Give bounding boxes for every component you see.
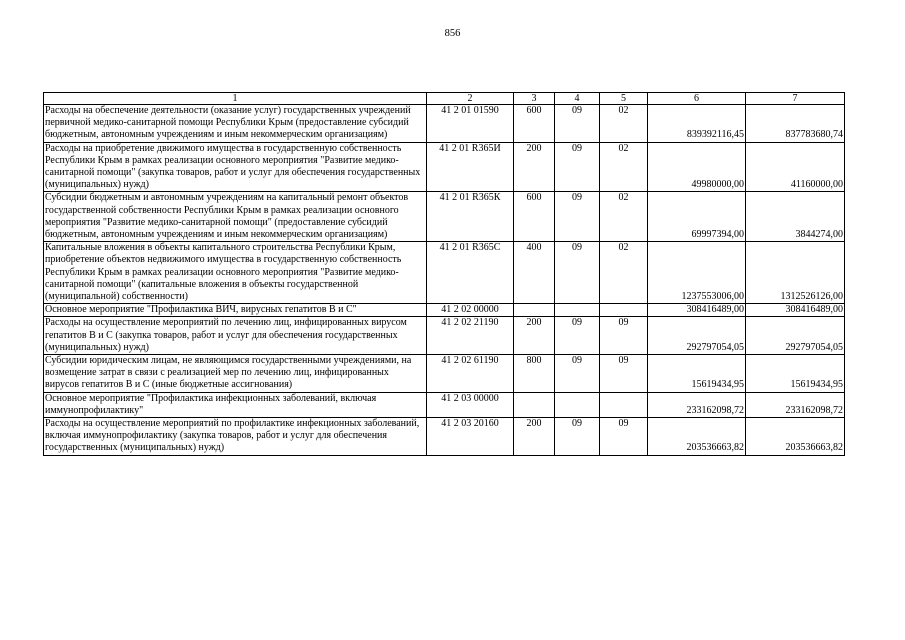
row-description: Расходы на осуществление мероприятий по профилактике инфекционных заболеваний, включая иммунопрофилактику (закупка товаров, работ и услуг для обеспечения государственных (муниципальных) нужд)	[44, 418, 427, 456]
budget-table	[43, 92, 845, 456]
row-expense-type: 400	[514, 242, 555, 304]
row-target-code: 41 2 03 20160	[427, 418, 514, 456]
row-subsection	[600, 304, 648, 317]
table-row	[44, 392, 845, 417]
table-row	[44, 355, 845, 393]
row-section: 09	[555, 317, 600, 355]
column-header: 3	[514, 93, 555, 105]
row-amount-col6: 69997394,00	[648, 192, 746, 242]
table-row	[44, 105, 845, 143]
row-amount-col7: 837783680,74	[746, 105, 845, 143]
table-row	[44, 192, 845, 242]
row-subsection: 09	[600, 317, 648, 355]
table-row	[44, 304, 845, 317]
row-amount-col7: 15619434,95	[746, 355, 845, 393]
table-row	[44, 242, 845, 304]
row-amount-col6: 49980000,00	[648, 142, 746, 192]
row-section: 09	[555, 242, 600, 304]
column-header: 4	[555, 93, 600, 105]
row-section: 09	[555, 355, 600, 393]
row-expense-type: 200	[514, 317, 555, 355]
row-amount-col6: 292797054,05	[648, 317, 746, 355]
column-header: 6	[648, 93, 746, 105]
row-subsection: 09	[600, 355, 648, 393]
row-amount-col6: 839392116,45	[648, 105, 746, 143]
row-amount-col7: 3844274,00	[746, 192, 845, 242]
row-section: 09	[555, 418, 600, 456]
page-number: 856	[444, 28, 461, 39]
row-target-code: 41 2 02 00000	[427, 304, 514, 317]
column-header: 5	[600, 93, 648, 105]
row-amount-col7: 292797054,05	[746, 317, 845, 355]
row-description: Капитальные вложения в объекты капитального строительства Республики Крым, приобретение объектов недвижимого имущества в государственную собственность Республики Крым в рамках реализации основного мероприятия "Развитие медико-санитарной помощи" (капитальные вложения в объекты государственной (муниципальной) собственности)	[44, 242, 427, 304]
row-amount-col7: 308416489,00	[746, 304, 845, 317]
row-target-code: 41 2 02 21190	[427, 317, 514, 355]
row-description: Субсидии юридическим лицам, не являющимся государственными учреждениями, на возмещение затрат в связи с реализацией мер по лечению лиц, инфицированных вирусов гепатитов В и С (иные бюджетные ассигнования)	[44, 355, 427, 393]
row-expense-type: 200	[514, 418, 555, 456]
table-row	[44, 418, 845, 456]
column-header: 2	[427, 93, 514, 105]
row-amount-col6: 203536663,82	[648, 418, 746, 456]
row-description: Основное мероприятие "Профилактика инфекционных заболеваний, включая иммунопрофилактику"	[44, 392, 427, 417]
row-amount-col7: 1312526126,00	[746, 242, 845, 304]
row-description: Расходы на приобретение движимого имущества в государственную собственность Республики Крым в рамках реализации основного мероприятия "Развитие медико-санитарной помощи" (закупка товаров, работ и услуг для обеспечения государственных (муниципальных) нужд)	[44, 142, 427, 192]
column-header: 1	[44, 93, 427, 105]
row-expense-type: 800	[514, 355, 555, 393]
row-description: Субсидии бюджетным и автономным учреждениям на капитальный ремонт объектов государственной собственности Республики Крым в рамках реализации основного мероприятия "Развитие медико-санитарной помощи" (предоставление субсидий бюджетным, автономным учреждениям и иным некоммерческим организациям)	[44, 192, 427, 242]
row-description: Основное мероприятие "Профилактика ВИЧ, вирусных гепатитов В и С"	[44, 304, 427, 317]
row-section	[555, 304, 600, 317]
row-target-code: 41 2 03 00000	[427, 392, 514, 417]
table-row	[44, 317, 845, 355]
row-section: 09	[555, 142, 600, 192]
row-amount-col6: 233162098,72	[648, 392, 746, 417]
row-subsection: 02	[600, 105, 648, 143]
row-expense-type: 200	[514, 142, 555, 192]
row-amount-col7: 41160000,00	[746, 142, 845, 192]
row-target-code: 41 2 02 61190	[427, 355, 514, 393]
row-section: 09	[555, 105, 600, 143]
row-section	[555, 392, 600, 417]
row-target-code: 41 2 01 01590	[427, 105, 514, 143]
row-subsection: 02	[600, 142, 648, 192]
row-description: Расходы на осуществление мероприятий по лечению лиц, инфицированных вирусом гепатитов В и С (закупка товаров, работ и услуг для обеспечения государственных (муниципальных) нужд)	[44, 317, 427, 355]
row-subsection: 02	[600, 242, 648, 304]
row-section: 09	[555, 192, 600, 242]
row-amount-col7: 203536663,82	[746, 418, 845, 456]
row-amount-col6: 15619434,95	[648, 355, 746, 393]
row-expense-type: 600	[514, 192, 555, 242]
row-subsection: 02	[600, 192, 648, 242]
row-amount-col6: 308416489,00	[648, 304, 746, 317]
row-expense-type: 600	[514, 105, 555, 143]
row-expense-type	[514, 304, 555, 317]
table-row	[44, 142, 845, 192]
row-expense-type	[514, 392, 555, 417]
row-subsection: 09	[600, 418, 648, 456]
column-header: 7	[746, 93, 845, 105]
row-target-code: 41 2 01 R365С	[427, 242, 514, 304]
row-target-code: 41 2 01 R365И	[427, 142, 514, 192]
row-amount-col6: 1237553006,00	[648, 242, 746, 304]
row-subsection	[600, 392, 648, 417]
row-description: Расходы на обеспечение деятельности (оказание услуг) государственных учреждений первичной медико-санитарной помощи Республики Крым (предоставление субсидий бюджетным, автономным учреждениям и иным некоммерческим организациям)	[44, 105, 427, 143]
row-target-code: 41 2 01 R365К	[427, 192, 514, 242]
row-amount-col7: 233162098,72	[746, 392, 845, 417]
column-number-row	[44, 93, 845, 105]
